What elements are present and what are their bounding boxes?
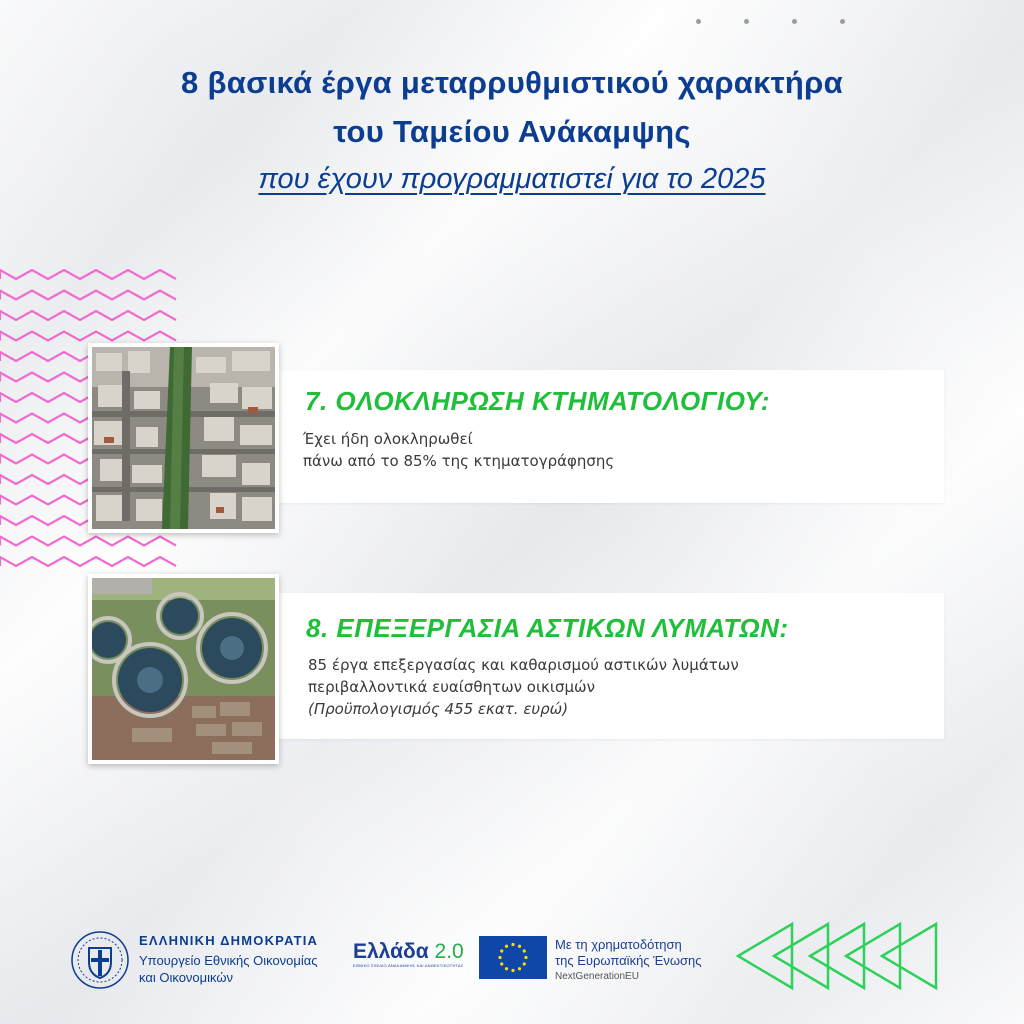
item-7-line-2: πάνω από το 85% της κτηματογράφησης [303, 452, 615, 470]
eu-star [511, 943, 514, 946]
item-8-line-2: περιβαλλοντικά ευαίσθητων οικισμών [308, 678, 595, 696]
wastewater-plant-photo [88, 574, 279, 764]
item-description-7 [303, 428, 614, 472]
item-card-7 [245, 370, 944, 503]
eu-star [505, 945, 508, 948]
triangle-arrows-decoration [736, 920, 946, 992]
eu-line-1: Με τη χρηματοδότηση [555, 937, 682, 952]
eu-line-3: NextGenerationEU [555, 971, 639, 982]
zigzag-line [0, 537, 176, 546]
page-title-line-1: 8 βασικά έργα μεταρρυθμιστικού χαρακτήρα [181, 65, 843, 100]
item-description-8 [308, 654, 739, 720]
item-8-budget: (Προϋπολογισμός 455 εκατ. ευρώ) [308, 700, 569, 718]
eu-star [500, 949, 503, 952]
eu-funding-text [555, 937, 702, 985]
ellada-version: 2.0 [434, 940, 464, 963]
zigzag-line [0, 291, 176, 300]
aerial-city-photo [88, 343, 279, 533]
ellada-2-0-logo [353, 940, 468, 980]
greek-republic-title: ΕΛΛΗΝΙΚΗ ΔΗΜΟΚΡΑΤΙΑ [139, 933, 319, 948]
zigzag-line [0, 311, 176, 320]
dots-decoration [696, 19, 845, 24]
item-card-8 [245, 593, 944, 739]
eu-star [511, 969, 514, 972]
zigzag-line [0, 270, 176, 279]
eu-star [518, 967, 521, 970]
eu-star [523, 949, 526, 952]
page-title-line-2: του Ταμείου Ανάκαμψης [333, 114, 691, 149]
item-7-line-1: Έχει ήδη ολοκληρωθεί [303, 430, 473, 448]
item-title-8: 8. ΕΠΕΞΕΡΓΑΣΙΑ ΑΣΤΙΚΩΝ ΛΥΜΑΤΩΝ: [306, 613, 789, 643]
item-title-7: 7. ΟΛΟΚΛΗΡΩΣΗ ΚΤΗΜΑΤΟΛΟΓΙΟΥ: [305, 386, 771, 416]
eu-star [523, 962, 526, 965]
eu-star [500, 962, 503, 965]
eu-star [505, 967, 508, 970]
eu-star [518, 945, 521, 948]
ellada-tagline: ΕΘΝΙΚΟ ΣΧΕΔΙΟ ΑΝΑΚΑΜΨΗΣ ΚΑΙ ΑΝΘΕΚΤΙΚΟΤΗΤΑΣ [353, 963, 464, 968]
eu-star [524, 956, 527, 959]
ministry-name [139, 952, 318, 986]
zigzag-line [0, 557, 176, 566]
ministry-line-2: και Οικονομικών [139, 970, 234, 985]
greek-emblem-icon [70, 930, 130, 990]
ministry-line-1: Υπουργείο Εθνικής Οικονομίας [139, 953, 318, 968]
eu-line-2: της Ευρωπαϊκής Ένωσης [555, 953, 702, 968]
ellada-name: Ελλάδα [353, 940, 429, 963]
zigzag-line [0, 332, 176, 341]
greek-republic-logo [70, 930, 360, 990]
page-subtitle: που έχουν προγραμματιστεί για το 2025 [258, 163, 766, 195]
page-header [0, 58, 1024, 202]
eu-star [498, 956, 501, 959]
eu-flag-icon [479, 936, 547, 979]
item-8-line-1: 85 έργα επεξεργασίας και καθαρισμού αστικών λυμάτων [308, 656, 739, 674]
